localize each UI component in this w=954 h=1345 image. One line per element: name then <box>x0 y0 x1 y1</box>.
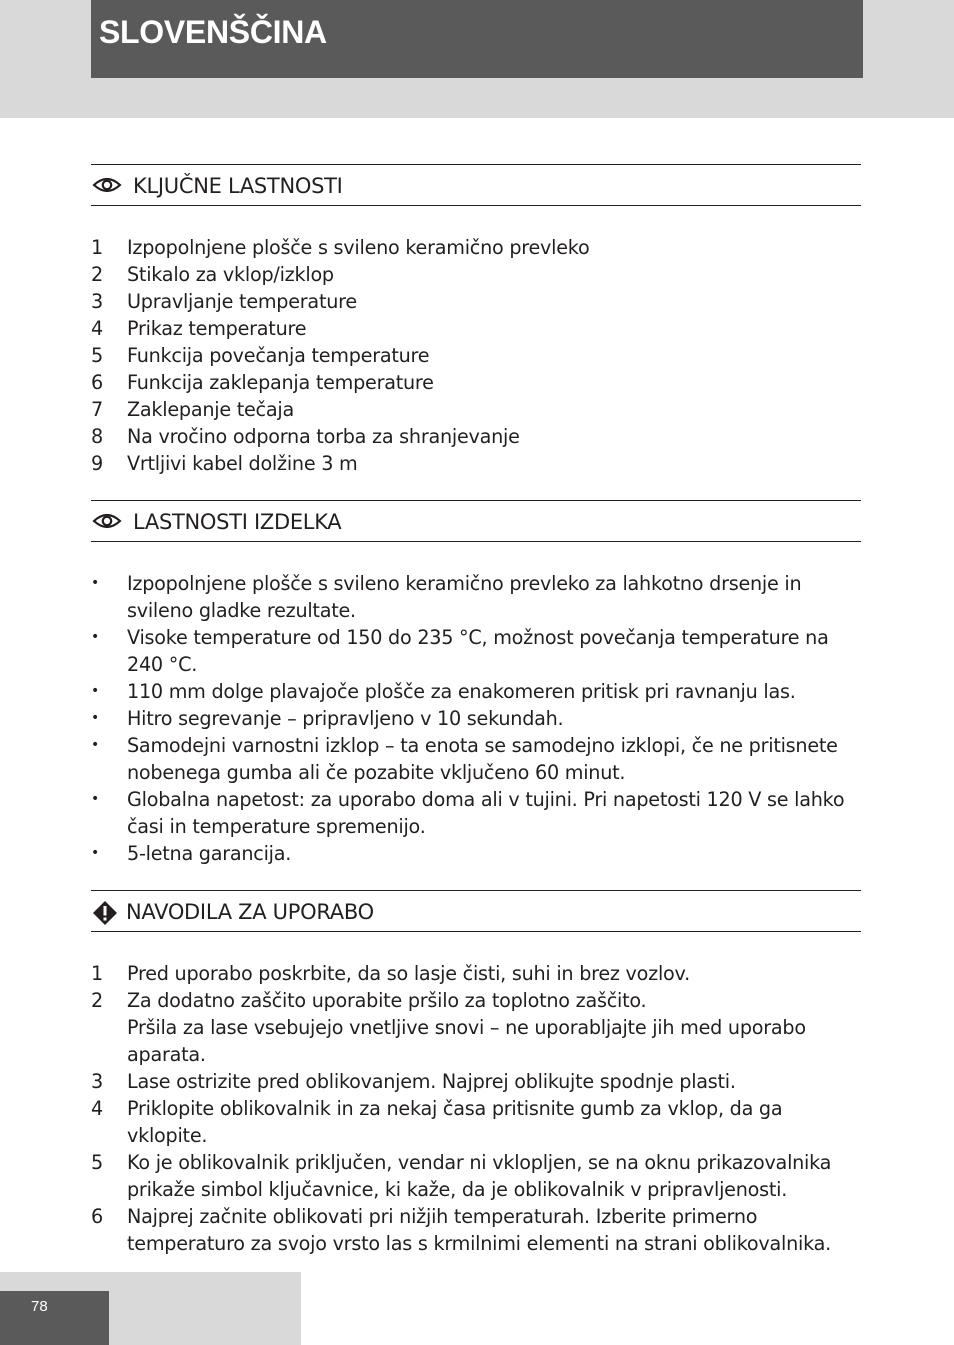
bullet: • <box>91 710 100 726</box>
bullet: • <box>91 791 100 807</box>
item-number: 1 <box>91 236 103 259</box>
bullet: • <box>91 629 100 645</box>
section-header-key-features <box>91 164 861 206</box>
item-number: 4 <box>91 317 103 340</box>
list-item <box>91 234 861 261</box>
list-item <box>91 705 861 732</box>
list-item <box>91 624 861 678</box>
list-item <box>91 1068 861 1095</box>
item-number: 1 <box>91 962 103 985</box>
list-item <box>91 1203 861 1257</box>
item-text: Zaklepanje tečaja <box>127 398 294 421</box>
item-text: Ko je oblikovalnik priključen, vendar ni vklopljen, se na oknu prikazovalnika prikaže simbol ključavnice, ki kaže, da je oblikovalnik v pripravljenosti. <box>127 1151 832 1201</box>
page-number-box <box>0 1291 109 1345</box>
item-number: 6 <box>91 1205 103 1228</box>
list-item <box>91 678 861 705</box>
item-text: Globalna napetost: za uporabo doma ali v tujini. Pri napetosti 120 V se lahko časi in temperature spremenijo. <box>127 788 845 838</box>
list-item <box>91 1095 861 1149</box>
section-title: KLJUČNE LASTNOSTI <box>133 174 343 198</box>
instructions-list <box>91 960 861 1257</box>
item-number: 6 <box>91 371 103 394</box>
item-text: Za dodatno zaščito uporabite pršilo za toplotno zaščito. <box>127 989 647 1012</box>
item-text: Hitro segrevanje – pripravljeno v 10 sekundah. <box>127 707 564 730</box>
item-text: Funkcija povečanja temperature <box>127 344 430 367</box>
bullet: • <box>91 683 100 699</box>
list-item <box>91 840 861 867</box>
page-number: 78 <box>31 1298 48 1315</box>
item-text: Upravljanje temperature <box>127 290 357 313</box>
bullet: • <box>91 575 100 591</box>
item-number: 8 <box>91 425 103 448</box>
item-text: Izpopolnjene plošče s svileno keramično prevleko za lahkotno drsenje in svileno gladke rezultate. <box>127 572 802 622</box>
section-header-instructions <box>91 890 861 932</box>
section-title: NAVODILA ZA UPORABO <box>126 900 374 924</box>
bullet: • <box>91 737 100 753</box>
item-number: 2 <box>91 989 103 1012</box>
item-text: Na vročino odporna torba za shranjevanje <box>127 425 520 448</box>
item-text: Funkcija zaklepanja temperature <box>127 371 434 394</box>
list-item <box>91 396 861 423</box>
item-number: 2 <box>91 263 103 286</box>
item-number: 3 <box>91 1070 103 1093</box>
section-title: LASTNOSTI IZDELKA <box>133 510 342 534</box>
item-number: 5 <box>91 344 103 367</box>
item-text: Priklopite oblikovalnik in za nekaj časa pritisnite gumb za vklop, da ga vklopite. <box>127 1097 783 1147</box>
list-item <box>91 369 861 396</box>
list-item <box>91 423 861 450</box>
product-features-list <box>91 570 861 867</box>
page-title: SLOVENŠČINA <box>99 14 327 50</box>
item-text: 5-letna garancija. <box>127 842 292 865</box>
warning-icon <box>92 900 118 926</box>
item-number: 5 <box>91 1151 103 1174</box>
item-number: 9 <box>91 452 103 475</box>
item-text: Stikalo za vklop/izklop <box>127 263 334 286</box>
item-text: Visoke temperature od 150 do 235 °C, možnost povečanja temperature na 240 °C. <box>127 626 829 676</box>
item-text: Pred uporabo poskrbite, da so lasje čisti, suhi in brez vozlov. <box>127 962 691 985</box>
eye-icon <box>92 511 122 531</box>
list-item <box>91 288 861 315</box>
item-text: Izpopolnjene plošče s svileno keramično prevleko <box>127 236 590 259</box>
bullet: • <box>91 845 100 861</box>
list-item <box>91 732 861 786</box>
list-item <box>91 987 861 1068</box>
item-text: Vrtljivi kabel dolžine 3 m <box>127 452 358 475</box>
item-number: 7 <box>91 398 103 421</box>
key-features-list <box>91 234 861 477</box>
list-item <box>91 315 861 342</box>
item-text: Prikaz temperature <box>127 317 307 340</box>
list-item <box>91 342 861 369</box>
section-header-product-features <box>91 500 861 542</box>
list-item <box>91 960 861 987</box>
item-text: Samodejni varnostni izklop – ta enota se samodejno izklopi, če ne pritisnete nobenega gumba ali če pozabite vključeno 60 minut. <box>127 734 838 784</box>
item-warning-text: Pršila za lase vsebujejo vnetljive snovi – ne uporabljajte jih med uporabo aparata. <box>127 1016 806 1066</box>
list-item <box>91 570 861 624</box>
list-item <box>91 1149 861 1203</box>
language-title-bar <box>91 0 863 78</box>
list-item <box>91 786 861 840</box>
item-text: Najprej začnite oblikovati pri nižjih temperaturah. Izberite primerno temperaturo za svojo vrsto las s krmilnimi elementi na strani oblikovalnika. <box>127 1205 831 1255</box>
item-text: 110 mm dolge plavajoče plošče za enakomeren pritisk pri ravnanju las. <box>127 680 796 703</box>
eye-icon <box>92 175 122 195</box>
item-number: 3 <box>91 290 103 313</box>
list-item <box>91 261 861 288</box>
item-text: Lase ostrizite pred oblikovanjem. Najprej oblikujte spodnje plasti. <box>127 1070 736 1093</box>
list-item <box>91 450 861 477</box>
item-number: 4 <box>91 1097 103 1120</box>
